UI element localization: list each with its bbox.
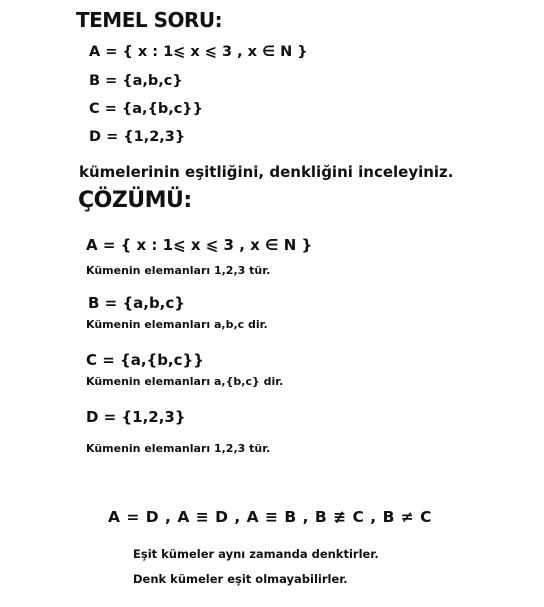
- conclusion-equal-sets: Eşit kümeler aynı zamanda denktirler.: [133, 547, 379, 561]
- solution-set-a: A = { x : 1⩽ x ⩽ 3 , x ∈ N }: [86, 236, 313, 254]
- solution-set-b: B = {a,b,c}: [88, 294, 185, 312]
- solution-note-a: Kümenin elemanları 1,2,3 tür.: [86, 264, 271, 277]
- solution-set-c: C = {a,{b,c}}: [86, 351, 204, 369]
- question-set-b: B = {a,b,c}: [89, 73, 183, 89]
- solution-note-b: Kümenin elemanları a,b,c dir.: [86, 318, 268, 331]
- solution-set-d: D = {1,2,3}: [86, 408, 186, 426]
- solution-note-c: Kümenin elemanları a,{b,c} dir.: [86, 375, 284, 388]
- solution-note-d: Kümenin elemanları 1,2,3 tür.: [86, 442, 271, 455]
- conclusion-equivalent-sets: Denk kümeler eşit olmayabilirler.: [133, 572, 348, 586]
- question-set-d: D = {1,2,3}: [89, 129, 186, 145]
- question-prompt: kümelerinin eşitliğini, denkliğini inceleyiniz.: [79, 163, 454, 181]
- result-line: A = D , A ≡ D , A ≡ B , B ≢ C , B ≠ C: [108, 508, 432, 526]
- question-set-a: A = { x : 1⩽ x ⩽ 3 , x ∈ N }: [89, 44, 308, 60]
- solution-title: ÇÖZÜMÜ:: [78, 188, 192, 213]
- question-set-c: C = {a,{b,c}}: [89, 101, 203, 117]
- question-title: TEMEL SORU:: [76, 8, 223, 32]
